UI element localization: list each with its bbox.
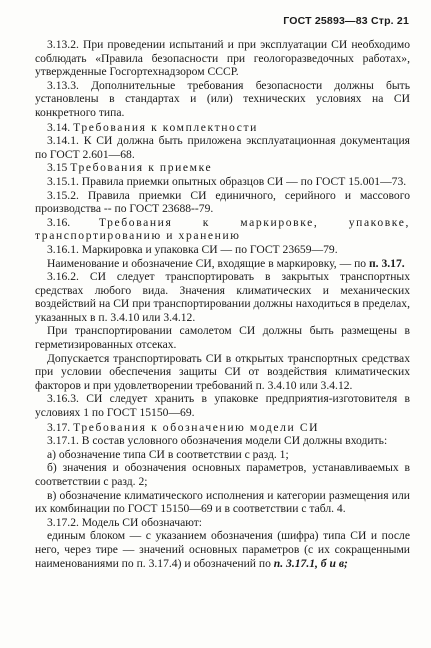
list-item-v: в) обозначение климатического исполнения и категории размещения или их комбинации по ГОСТ 15150—69 и в соответствии с табл. 4. [35,488,410,516]
section-number: 3.14. [47,120,71,134]
paragraph-3-16-1: 3.16.1. Маркировка и упаковка СИ — по ГОСТ 23659—79. [47,242,338,256]
paragraph-3-17-2: 3.17.2. Модель СИ обозначают: [47,515,203,529]
paragraph-3-17-1: 3.17.1. В состав условного обозначения модели СИ должны входить: [47,434,388,448]
list-item-b: б) значения и обозначения основных параметров, устанавливаемых в соответствии с разд. 2; [35,461,410,488]
paragraph-reference: п. 3.17.1, б и в; [273,556,348,570]
paragraph-reference: п. 3.17. [369,256,405,270]
section-title: Требования к приемке [70,161,213,175]
section-title: Требования к обозначению модели СИ [73,420,320,434]
page-header: ГОСТ 25893—83 Стр. 21 [283,15,409,27]
section-heading-3-15 [35,161,410,175]
paragraph-3-13-3: 3.13.3. Дополнительные требования безопасности должны быть установлены в стандартах и (или) технических условиях на СИ конкретного типа. [35,78,410,119]
section-number: 3.17. [47,420,71,434]
paragraph-text: единым блоком — с указанием обозначения (шифра) типа СИ и после него, через тире — значений основных параметров (с их сокращенными наименованиями по п. 3.17.4) и обозначений по [35,529,410,570]
section-number: 3.16. [47,215,71,229]
list-item-a: а) обозначение типа СИ в соответствии с разд. 1; [47,447,289,461]
paragraph-air-transport: При транспортировании самолетом СИ должны быть размещены в герметизированных отсеках. [35,324,410,352]
paragraph-3-13-2: 3.13.2. При проведении испытаний и при эксплуатации СИ необходимо соблюдать «Правила безопасности при геологоразведочных работах», утвержденные Госгортехнадзором СССР. [35,38,410,79]
section-title: Требования к комплектности [73,120,258,134]
paragraph-text: Наименование и обозначение СИ, входящие в маркировку, — по [47,256,369,270]
document-body [35,38,410,570]
paragraph-3-16-3: 3.16.3. СИ следует хранить в упаковке предприятия-изготовителя в условиях 1 по ГОСТ 15150—69. [35,392,410,420]
paragraph-3-16-2: 3.16.2. СИ следует транспортировать в закрытых транспортных средствах любого вида. Значения климатических и механических воздействий на СИ при транспортировании должны находиться в пределах, указанных в п. 3.4.10 или 3.4.12. [35,270,410,324]
paragraph-open-transport: Допускается транспортировать СИ в открытых транспортных средствах при условии обеспечения защиты СИ от воздействия климатических факторов и при удовлетворении требований п. 3.4.10 или 3.4.12. [35,351,410,392]
paragraph-marking-name [35,257,410,271]
paragraph-3-14-1: 3.14.1. К СИ должна быть приложена эксплуатационная документация по ГОСТ 2.601—68. [35,134,410,161]
section-heading-3-16 [35,216,410,243]
paragraph-3-15-1: 3.15.1. Правила приемки опытных образцов СИ — по ГОСТ 15.001—73. [47,174,407,188]
paragraph-3-15-2: 3.15.2. Правила приемки СИ единичного, серийного и массового производства -- по ГОСТ 23688--79. [35,188,410,216]
section-heading-3-14 [35,121,410,135]
paragraph-single-block [35,529,410,570]
section-number: 3.15 [47,161,68,175]
section-title: Требования к маркировке, упаковке, транспортированию и хранению [35,215,410,243]
section-heading-3-17 [35,421,410,435]
